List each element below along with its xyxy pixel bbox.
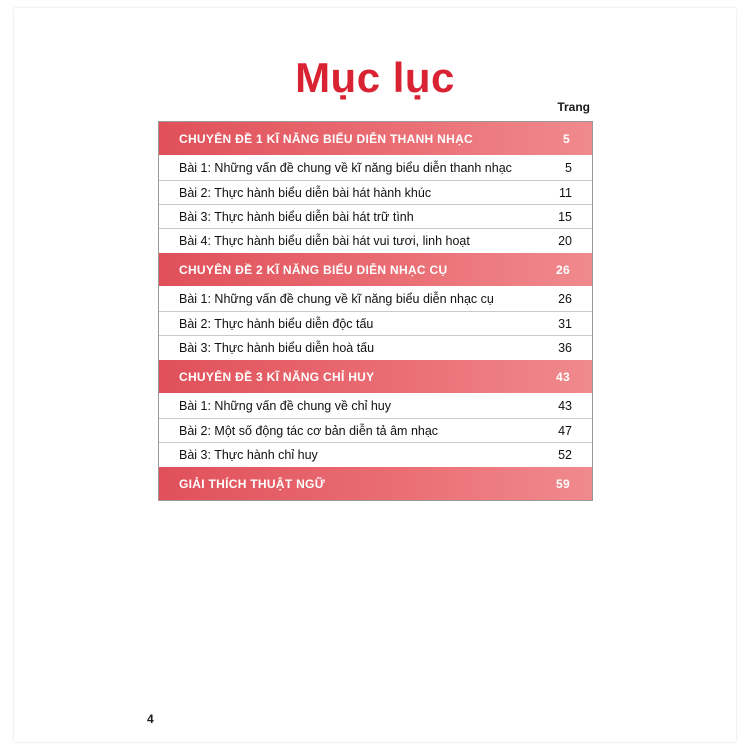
section-label: CHUYÊN ĐỀ 1 KĨ NĂNG BIỂU DIỄN THANH NHẠC — [179, 131, 474, 146]
lesson-label: Bài 3: Thực hành chỉ huy — [179, 448, 318, 462]
section-row[interactable] — [159, 360, 592, 393]
table-of-contents — [158, 121, 593, 501]
lesson-page-number: 43 — [558, 398, 572, 413]
lesson-page-number: 11 — [559, 185, 572, 200]
section-page-number: 43 — [556, 369, 570, 384]
section-row[interactable] — [159, 253, 592, 286]
lesson-page-number: 52 — [558, 448, 572, 462]
lesson-page-number: 26 — [558, 291, 572, 306]
lesson-row[interactable] — [159, 205, 592, 229]
lesson-page-number: 5 — [565, 160, 572, 175]
glossary-page-number: 59 — [556, 476, 570, 491]
lesson-row[interactable] — [159, 181, 592, 205]
section-row[interactable] — [159, 122, 592, 155]
footer-page-number: 4 — [147, 712, 154, 726]
lesson-row[interactable] — [159, 419, 592, 443]
lesson-label: Bài 3: Thực hành biểu diễn bài hát trữ tình — [179, 209, 414, 224]
lesson-label: Bài 1: Những vấn đề chung về chỉ huy — [179, 398, 391, 413]
section-page-number: 26 — [556, 262, 570, 277]
section-label: CHUYÊN ĐỀ 2 KĨ NĂNG BIỂU DIỄN NHẠC CỤ — [179, 262, 448, 277]
lesson-label: Bài 2: Thực hành biểu diễn bài hát hành khúc — [179, 185, 432, 200]
section-page-number: 5 — [563, 131, 570, 146]
lesson-row[interactable] — [159, 312, 592, 336]
glossary-row[interactable] — [159, 467, 592, 500]
lesson-row[interactable] — [159, 393, 592, 419]
glossary-label: GIẢI THÍCH THUẬT NGỮ — [179, 476, 325, 491]
lesson-row[interactable] — [159, 286, 592, 312]
lesson-page-number: 36 — [558, 341, 572, 355]
lesson-label: Bài 2: Một số động tác cơ bản diễn tả âm nhạc — [179, 423, 439, 438]
lesson-row[interactable] — [159, 229, 592, 253]
lesson-row[interactable] — [159, 155, 592, 181]
lesson-label: Bài 1: Những vấn đề chung về kĩ năng biểu diễn nhạc cụ — [179, 291, 494, 306]
lesson-page-number: 15 — [558, 209, 572, 224]
lesson-page-number: 20 — [558, 234, 572, 248]
lesson-row[interactable] — [159, 443, 592, 467]
section-label: CHUYÊN ĐỀ 3 KĨ NĂNG CHỈ HUY — [179, 369, 375, 384]
lesson-label: Bài 1: Những vấn đề chung về kĩ năng biểu diễn thanh nhạc — [179, 160, 512, 175]
page-column-header: Trang — [557, 100, 590, 114]
lesson-label: Bài 4: Thực hành biểu diễn bài hát vui tươi, linh hoạt — [179, 234, 470, 248]
lesson-page-number: 31 — [558, 316, 572, 331]
lesson-label: Bài 2: Thực hành biểu diễn độc tấu — [179, 316, 374, 331]
lesson-page-number: 47 — [558, 423, 572, 438]
lesson-row[interactable] — [159, 336, 592, 360]
page-title: Mục lục — [295, 54, 455, 101]
lesson-label: Bài 3: Thực hành biểu diễn hoà tấu — [179, 341, 375, 355]
